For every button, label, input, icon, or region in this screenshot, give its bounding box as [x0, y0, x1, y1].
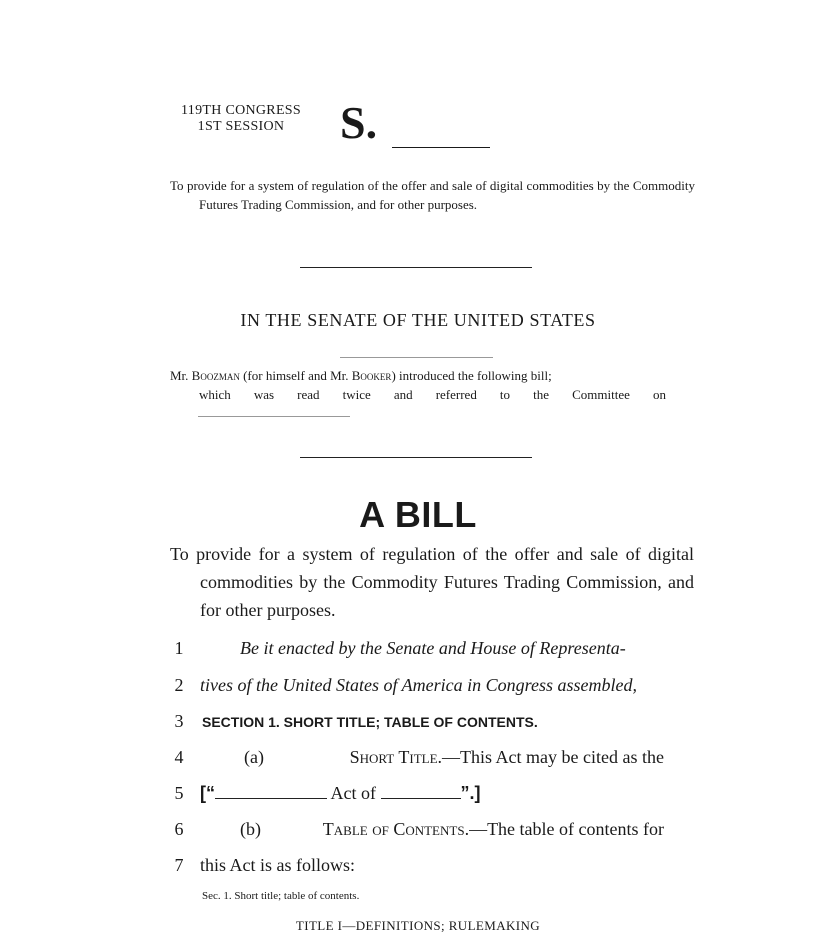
line-number: 1 — [174, 638, 184, 658]
line-number: 5 — [174, 783, 184, 803]
line-number: 3 — [174, 711, 184, 731]
sponsor-name: Boozman — [191, 368, 240, 383]
title-heading: TITLE I—DEFINITIONS; RULEMAKING — [295, 918, 541, 933]
long-purpose: To provide for a system of regulation of the offer and sale of digital commodities by the Commodity Futures Trading Commission, and for other purposes. — [170, 544, 694, 620]
congress-number: 119TH CONGRESS — [181, 103, 301, 118]
intro-word: was — [253, 387, 275, 402]
line-number: 7 — [174, 855, 184, 875]
intro-word: read — [297, 387, 320, 402]
intro-word: referred — [435, 387, 477, 402]
enacting-clause-line-2: tives of the United States of America in Congress assembled, — [200, 675, 637, 695]
line-number: 4 — [174, 747, 184, 767]
short-purpose: To provide for a system of regulation of the offer and sale of digital commodities by the Commodity Futures Trading Commission, and for other purposes. — [170, 178, 695, 212]
open-bracket-quote: [“ — [200, 783, 215, 803]
chamber-heading: IN THE SENATE OF THE UNITED STATES — [240, 310, 596, 330]
intro-word: to — [499, 387, 511, 402]
cosponsor-name: Booker — [351, 368, 392, 383]
session-label: 1ST SESSION — [197, 119, 285, 134]
bill-heading: A BILL — [359, 494, 477, 535]
short-title-justified — [244, 747, 664, 768]
intro-word: the — [533, 387, 550, 402]
divider-rule — [300, 267, 532, 268]
short-title-heading: Short Title — [349, 747, 438, 767]
toc-line — [240, 819, 664, 840]
intro-word: which — [199, 387, 231, 402]
intro-word: on — [652, 387, 666, 402]
toc-justified — [240, 819, 664, 840]
intro-mr: Mr. — [170, 368, 189, 383]
close-quote-bracket: ”.] — [460, 783, 481, 803]
toc-heading: Table of Contents — [322, 819, 465, 839]
short-title-rest: .—This Act may be cited as the — [437, 747, 664, 767]
intro-word: twice — [342, 387, 371, 402]
introduction-paragraph — [170, 366, 666, 404]
enacting-clause-line-1: Be it enacted by the Senate and House of Representa- — [240, 638, 626, 658]
introduction-line-1 — [170, 366, 666, 385]
toc-text — [323, 819, 664, 840]
act-of-text: Act of — [330, 783, 376, 803]
toc-rest: .—The table of contents for — [464, 819, 664, 839]
toc-follows-line: this Act is as follows: — [200, 855, 356, 875]
toc-entry: Sec. 1. Short title; table of contents. — [202, 890, 360, 902]
divider-rule — [300, 457, 532, 458]
introduction-line-2 — [170, 385, 666, 404]
intro-end: ) introduced the following bill; — [391, 368, 552, 383]
intro-word: and — [393, 387, 413, 402]
bill-number-blank — [392, 147, 490, 148]
section-heading: SECTION 1. SHORT TITLE; TABLE OF CONTENTS. — [202, 714, 538, 730]
line-number: 2 — [174, 675, 184, 695]
act-name-blank — [215, 784, 327, 799]
committee-blank-rule — [198, 416, 350, 417]
line-number: 6 — [174, 819, 184, 839]
date-blank-rule — [340, 357, 493, 358]
intro-word: Committee — [572, 387, 630, 402]
subsection-b-label: (b) — [240, 819, 261, 839]
short-title-text — [350, 747, 664, 768]
short-title-line — [244, 747, 664, 768]
intro-mid: (for himself and Mr. — [243, 368, 349, 383]
act-year-blank — [381, 784, 461, 799]
congress-label — [170, 103, 312, 135]
bill-prefix: S. — [340, 97, 378, 148]
act-name-line — [200, 783, 664, 804]
subsection-a-label: (a) — [244, 747, 264, 767]
